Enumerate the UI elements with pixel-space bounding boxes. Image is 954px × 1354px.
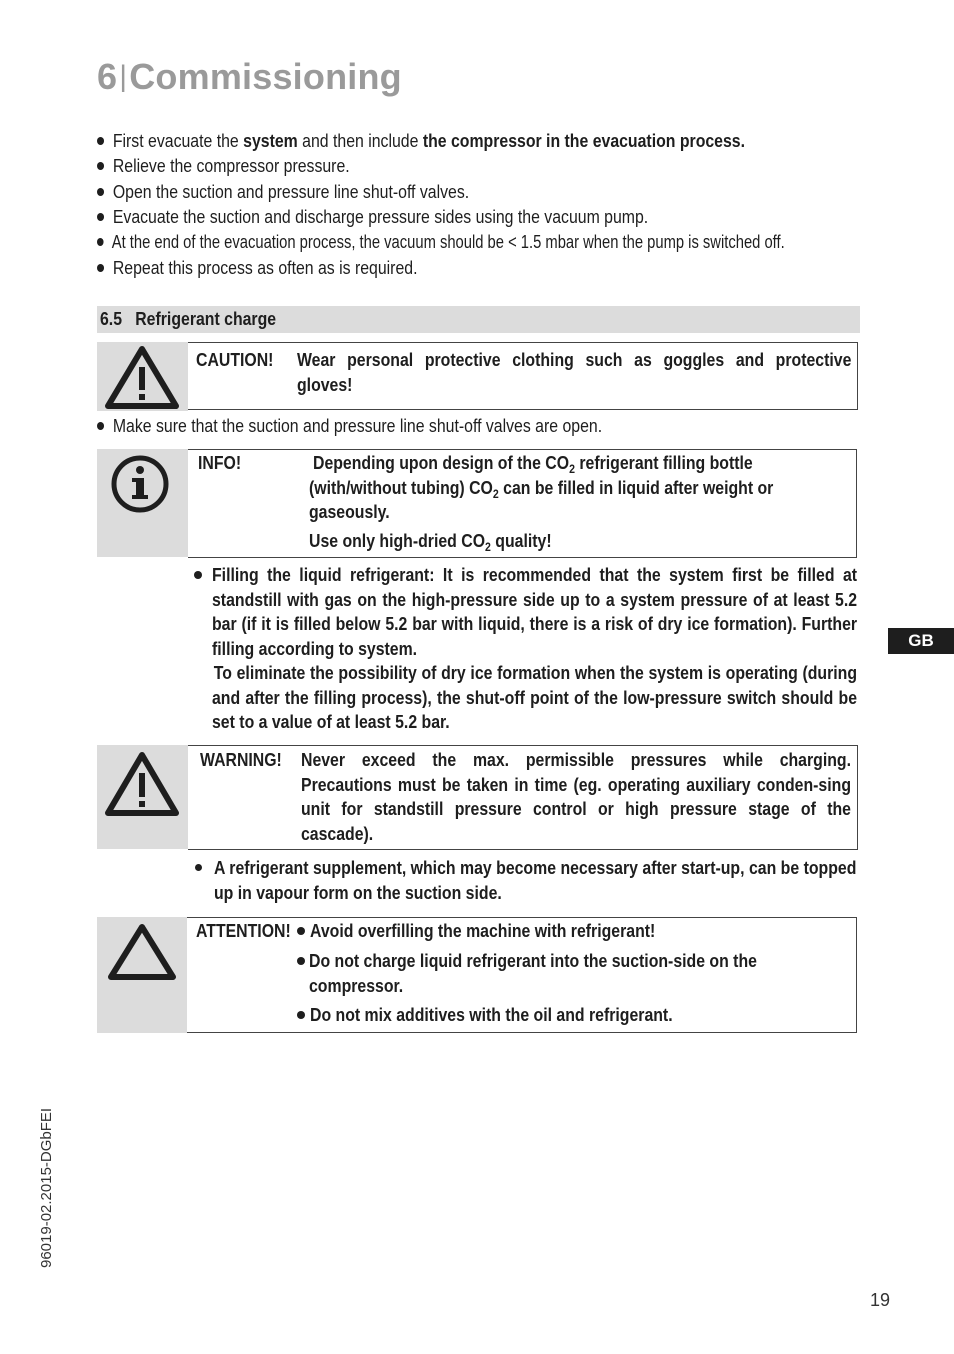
list-item bbox=[97, 180, 854, 205]
bullet-dot bbox=[194, 571, 202, 579]
title-separator: | bbox=[119, 60, 128, 93]
bullet-text-part: Open the suction and pressure line shut-off valves. bbox=[112, 182, 470, 202]
warning-icon-box bbox=[97, 745, 188, 849]
attention-icon-box bbox=[97, 917, 187, 1033]
attention-item-3: Do not mix additives with the oil and refrigerant. bbox=[310, 1005, 673, 1025]
info-line-2: (with/without tubing) $CO_2$ can be filled in liquid after weight or bbox=[309, 478, 774, 501]
bullet-text-part: the compressor in the evacuation process. bbox=[422, 131, 746, 151]
page-number: 19 bbox=[870, 1290, 891, 1310]
bullet-text-part: At the end of the evacuation process, the vacuum should be < 1.5 mbar when the pump is switched off. bbox=[111, 232, 785, 252]
list-item bbox=[97, 154, 854, 179]
bullet-text-part: Repeat this process as often as is required. bbox=[112, 258, 418, 278]
warning-label: WARNING! bbox=[200, 750, 282, 770]
chapter-number: 6 bbox=[97, 56, 118, 97]
chapter-title: Commissioning bbox=[129, 56, 402, 97]
valves-bullet-text: Make sure that the suction and pressure line shut-off valves are open. bbox=[112, 416, 603, 436]
attention-item-2: Do not charge liquid refrigerant into the suction-side on the compressor. bbox=[309, 951, 757, 996]
filling-bullet-p2: To eliminate the possibility of dry ice formation when the system is operating (during and after the filling process), the shut-off point of the low-pressure switch should be set to a value of at least 5.2 bar. bbox=[212, 663, 858, 732]
info-label: INFO! bbox=[198, 453, 242, 473]
language-tab: GB bbox=[888, 628, 954, 654]
bullet-dot bbox=[297, 927, 305, 935]
bullet-text-part: system bbox=[243, 131, 298, 151]
section-title: Refrigerant charge bbox=[135, 309, 277, 329]
warning-triangle-icon bbox=[97, 342, 188, 411]
bullet-dot bbox=[97, 238, 104, 246]
attention-item-1: Avoid overfilling the machine with refrigerant! bbox=[310, 921, 656, 941]
attention-triangle-icon bbox=[97, 917, 187, 997]
list-item bbox=[97, 129, 854, 154]
info-line-1: Depending upon design of the $CO_2$ refrigerant filling bottle bbox=[313, 453, 753, 476]
filling-bullet-p1: Filling the liquid refrigerant: It is recommended that the system first be filled at standstill with gas on the high-pressure side up to a system pressure of at least 5.2 bar (if it is filled below 5.2 bar with liquid, there is a risk of dry ice formation). Further filling according to system. bbox=[212, 565, 858, 659]
warning-triangle-icon bbox=[97, 745, 188, 825]
bullet-dot bbox=[97, 422, 104, 430]
supplement-bullet-text: A refrigerant supplement, which may become necessary after start-up, can be topped up in vapour form on the suction side. bbox=[214, 858, 857, 903]
caution-text: Wear personal protective clothing such as goggles and protective gloves! bbox=[297, 350, 852, 395]
bullet-dot bbox=[97, 188, 104, 196]
bullet-dot bbox=[297, 957, 305, 965]
bullet-dot bbox=[97, 162, 104, 170]
info-line-3: gaseously. bbox=[309, 502, 390, 522]
list-item bbox=[97, 414, 854, 439]
bullet-text-part: and then include bbox=[297, 131, 423, 151]
caution-label: CAUTION! bbox=[196, 350, 274, 370]
info-icon bbox=[97, 449, 188, 519]
attention-label: ATTENTION! bbox=[196, 921, 291, 941]
bullet-text-part: Relieve the compressor pressure. bbox=[112, 156, 350, 176]
section-number: 6.5 bbox=[100, 309, 123, 329]
bullet-text-part: Evacuate the suction and discharge pressure sides using the vacuum pump. bbox=[112, 207, 649, 227]
section-heading bbox=[100, 309, 276, 330]
list-item bbox=[97, 230, 802, 255]
page-title bbox=[97, 56, 402, 98]
bullet-dot bbox=[297, 1011, 305, 1019]
bullet-dot bbox=[97, 264, 104, 272]
list-item bbox=[97, 205, 854, 230]
info-icon-box bbox=[97, 449, 188, 557]
warning-text: Never exceed the max. permissible pressures while charging. Precautions must be taken in time (eg. operating auxiliary conden-sing unit for standstill pressure control or high pressure stage of the cascade). bbox=[301, 750, 851, 844]
bullet-dot bbox=[195, 864, 202, 871]
bullet-dot bbox=[97, 213, 104, 221]
info-line-4: Use only high-dried $CO_2$ quality! bbox=[309, 531, 552, 554]
bullet-dot bbox=[97, 137, 104, 145]
bullet-text-part: First evacuate the bbox=[112, 131, 244, 151]
document-number: 96019-02.2015-DGbFEI bbox=[38, 1107, 55, 1268]
list-item bbox=[97, 256, 854, 281]
caution-icon-box bbox=[97, 342, 188, 411]
